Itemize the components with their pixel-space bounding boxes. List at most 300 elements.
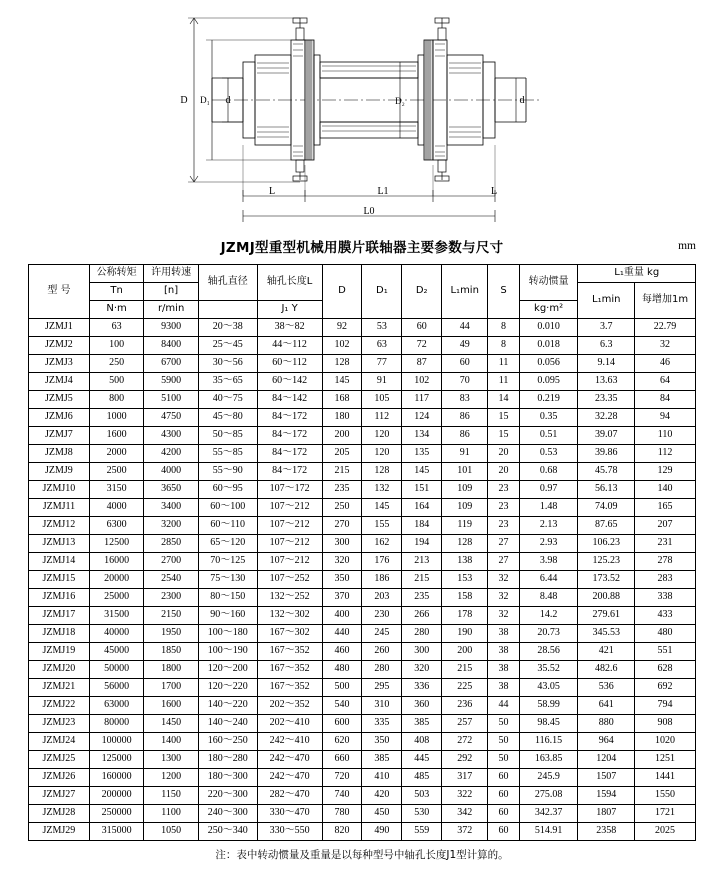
cell-tn: 63000: [89, 697, 144, 715]
th-weight-min: L₁min: [578, 283, 635, 319]
cell-w1: 641: [578, 697, 635, 715]
cell-D1: 410: [362, 769, 402, 787]
dim-label-D: D: [180, 95, 188, 106]
cell-D1: 450: [362, 805, 402, 823]
cell-w2: 551: [635, 643, 696, 661]
cell-D1: 186: [362, 571, 402, 589]
cell-tn: 56000: [89, 679, 144, 697]
cell-J: 116.15: [519, 733, 578, 751]
dim-label-L-right: L: [490, 186, 498, 197]
cell-tn: 250: [89, 355, 144, 373]
cell-w1: 421: [578, 643, 635, 661]
th-D: D: [322, 265, 362, 319]
cell-L1min: 83: [442, 391, 488, 409]
table-row: [29, 535, 696, 553]
cell-d: 55～90: [198, 463, 257, 481]
cell-D: 370: [322, 589, 362, 607]
cell-J: 2.93: [519, 535, 578, 553]
th-bore-len: 轴孔长度L: [257, 265, 322, 301]
cell-tn: 16000: [89, 553, 144, 571]
cell-D2: 530: [402, 805, 442, 823]
cell-S: 38: [488, 679, 519, 697]
cell-D2: 164: [402, 499, 442, 517]
cell-w2: 692: [635, 679, 696, 697]
cell-d: 160～250: [198, 733, 257, 751]
cell-D: 200: [322, 427, 362, 445]
cell-L1min: 101: [442, 463, 488, 481]
cell-J: 14.2: [519, 607, 578, 625]
cell-L1min: 322: [442, 787, 488, 805]
cell-n: 1400: [144, 733, 199, 751]
cell-l: 202～410: [257, 715, 322, 733]
dim-label-L0: L0: [363, 206, 375, 217]
cell-L1min: 158: [442, 589, 488, 607]
cell-D2: 184: [402, 517, 442, 535]
cell-D1: 128: [362, 463, 402, 481]
cell-model: JZMJ16: [29, 589, 90, 607]
cell-tn: 500: [89, 373, 144, 391]
cell-L1min: 119: [442, 517, 488, 535]
cell-D1: 385: [362, 751, 402, 769]
cell-d: 100～190: [198, 643, 257, 661]
cell-w2: 908: [635, 715, 696, 733]
cell-l: 330～550: [257, 823, 322, 841]
cell-J: 35.52: [519, 661, 578, 679]
table-row: [29, 679, 696, 697]
cell-l: 132～252: [257, 589, 322, 607]
cell-d: 30～56: [198, 355, 257, 373]
cell-D2: 117: [402, 391, 442, 409]
cell-J: 342.37: [519, 805, 578, 823]
cell-tn: 2000: [89, 445, 144, 463]
cell-D1: 335: [362, 715, 402, 733]
technical-drawing: [0, 0, 724, 236]
th-inertia-unit: kg·m²: [519, 301, 578, 319]
cell-model: JZMJ21: [29, 679, 90, 697]
table-body: [29, 319, 696, 841]
cell-D2: 385: [402, 715, 442, 733]
cell-S: 38: [488, 643, 519, 661]
cell-w2: 165: [635, 499, 696, 517]
cell-l: 202～352: [257, 697, 322, 715]
cell-D2: 503: [402, 787, 442, 805]
cell-D1: 155: [362, 517, 402, 535]
cell-w2: 433: [635, 607, 696, 625]
cell-w1: 39.86: [578, 445, 635, 463]
th-weight-add: 每增加1m: [635, 283, 696, 319]
cell-w2: 110: [635, 427, 696, 445]
cell-L1min: 272: [442, 733, 488, 751]
cell-tn: 200000: [89, 787, 144, 805]
cell-w1: 45.78: [578, 463, 635, 481]
table-row: [29, 733, 696, 751]
th-bore-dia: 轴孔直径: [198, 265, 257, 301]
cell-l: 84～142: [257, 391, 322, 409]
cell-d: 65～120: [198, 535, 257, 553]
cell-n: 2850: [144, 535, 199, 553]
cell-D2: 408: [402, 733, 442, 751]
cell-d: 80～150: [198, 589, 257, 607]
cell-model: JZMJ25: [29, 751, 90, 769]
cell-J: 28.56: [519, 643, 578, 661]
cell-L1min: 190: [442, 625, 488, 643]
cell-J: 0.68: [519, 463, 578, 481]
cell-w2: 129: [635, 463, 696, 481]
cell-w1: 125.23: [578, 553, 635, 571]
cell-l: 107～212: [257, 553, 322, 571]
cell-w1: 2358: [578, 823, 635, 841]
th-weight-group: L₁重量 kg: [578, 265, 696, 283]
cell-model: JZMJ8: [29, 445, 90, 463]
cell-n: 3200: [144, 517, 199, 535]
cell-d: 45～80: [198, 409, 257, 427]
cell-model: JZMJ24: [29, 733, 90, 751]
cell-d: 75～130: [198, 571, 257, 589]
table-row: [29, 823, 696, 841]
cell-J: 0.219: [519, 391, 578, 409]
cell-D: 180: [322, 409, 362, 427]
cell-tn: 100: [89, 337, 144, 355]
cell-tn: 100000: [89, 733, 144, 751]
title-row: [0, 236, 724, 264]
cell-model: JZMJ27: [29, 787, 90, 805]
cell-tn: 6300: [89, 517, 144, 535]
cell-l: 242～470: [257, 751, 322, 769]
cell-n: 4750: [144, 409, 199, 427]
cell-D2: 87: [402, 355, 442, 373]
table-row: [29, 589, 696, 607]
cell-l: 107～172: [257, 481, 322, 499]
cell-l: 167～352: [257, 661, 322, 679]
cell-model: JZMJ3: [29, 355, 90, 373]
cell-l: 132～302: [257, 607, 322, 625]
cell-J: 0.056: [519, 355, 578, 373]
cell-w2: 140: [635, 481, 696, 499]
cell-D: 460: [322, 643, 362, 661]
th-speed-sym: [n]: [144, 283, 199, 301]
cell-tn: 40000: [89, 625, 144, 643]
cell-S: 60: [488, 787, 519, 805]
cell-d: 140～220: [198, 697, 257, 715]
cell-J: 0.010: [519, 319, 578, 337]
cell-S: 8: [488, 319, 519, 337]
cell-l: 330～470: [257, 805, 322, 823]
cell-S: 23: [488, 481, 519, 499]
cell-D2: 124: [402, 409, 442, 427]
cell-D: 205: [322, 445, 362, 463]
cell-D2: 134: [402, 427, 442, 445]
cell-n: 1700: [144, 679, 199, 697]
cell-D: 92: [322, 319, 362, 337]
cell-n: 1950: [144, 625, 199, 643]
table-row: [29, 697, 696, 715]
cell-L1min: 215: [442, 661, 488, 679]
cell-J: 245.9: [519, 769, 578, 787]
cell-L1min: 138: [442, 553, 488, 571]
cell-D2: 336: [402, 679, 442, 697]
cell-S: 60: [488, 805, 519, 823]
cell-tn: 1600: [89, 427, 144, 445]
cell-w2: 207: [635, 517, 696, 535]
cell-w2: 1721: [635, 805, 696, 823]
cell-D2: 559: [402, 823, 442, 841]
cell-model: JZMJ11: [29, 499, 90, 517]
dim-label-D1: D₁: [200, 95, 210, 105]
cell-D: 780: [322, 805, 362, 823]
cell-d: 120～220: [198, 679, 257, 697]
cell-D: 400: [322, 607, 362, 625]
cell-D: 350: [322, 571, 362, 589]
cell-n: 3650: [144, 481, 199, 499]
cell-D1: 203: [362, 589, 402, 607]
th-torque-unit: N·m: [89, 301, 144, 319]
th-bore-len-sub: J₁ Y: [257, 301, 322, 319]
cell-D1: 420: [362, 787, 402, 805]
spec-table: [28, 264, 696, 841]
spec-table-wrap: [0, 264, 724, 841]
cell-d: 35～65: [198, 373, 257, 391]
cell-n: 2150: [144, 607, 199, 625]
cell-w1: 1204: [578, 751, 635, 769]
table-row: [29, 553, 696, 571]
cell-J: 0.018: [519, 337, 578, 355]
cell-w1: 536: [578, 679, 635, 697]
cell-D: 250: [322, 499, 362, 517]
cell-w2: 1550: [635, 787, 696, 805]
cell-n: 2700: [144, 553, 199, 571]
cell-L1min: 44: [442, 319, 488, 337]
cell-D: 480: [322, 661, 362, 679]
cell-d: 90～160: [198, 607, 257, 625]
cell-L1min: 60: [442, 355, 488, 373]
cell-n: 9300: [144, 319, 199, 337]
table-row: [29, 571, 696, 589]
cell-w2: 22.79: [635, 319, 696, 337]
table-note: 注：表中转动惯量及重量是以每种型号中轴孔长度J1型计算的。: [215, 849, 509, 861]
cell-D: 540: [322, 697, 362, 715]
cell-w2: 1020: [635, 733, 696, 751]
cell-D: 235: [322, 481, 362, 499]
cell-l: 167～352: [257, 643, 322, 661]
cell-l: 44～112: [257, 337, 322, 355]
cell-w2: 278: [635, 553, 696, 571]
cell-w1: 173.52: [578, 571, 635, 589]
cell-S: 20: [488, 445, 519, 463]
table-row: [29, 787, 696, 805]
cell-D2: 485: [402, 769, 442, 787]
table-header-row-1: [29, 265, 696, 283]
cell-D1: 120: [362, 427, 402, 445]
cell-w1: 345.53: [578, 625, 635, 643]
cell-w1: 200.88: [578, 589, 635, 607]
cell-S: 27: [488, 553, 519, 571]
cell-D: 215: [322, 463, 362, 481]
cell-J: 3.98: [519, 553, 578, 571]
cell-D2: 135: [402, 445, 442, 463]
table-row: [29, 499, 696, 517]
cell-L1min: 257: [442, 715, 488, 733]
cell-D1: 112: [362, 409, 402, 427]
th-inertia: 转动惯量: [519, 265, 578, 301]
table-row: [29, 661, 696, 679]
cell-w2: 32: [635, 337, 696, 355]
cell-d: 250～340: [198, 823, 257, 841]
unit-label: mm: [678, 240, 696, 252]
cell-d: 70～125: [198, 553, 257, 571]
cell-D: 740: [322, 787, 362, 805]
table-row: [29, 517, 696, 535]
cell-l: 84～172: [257, 409, 322, 427]
cell-model: JZMJ4: [29, 373, 90, 391]
th-bore-dia-blank: [198, 301, 257, 319]
cell-J: 43.05: [519, 679, 578, 697]
cell-d: 60～95: [198, 481, 257, 499]
cell-model: JZMJ28: [29, 805, 90, 823]
cell-S: 15: [488, 409, 519, 427]
cell-n: 1850: [144, 643, 199, 661]
cell-w1: 964: [578, 733, 635, 751]
cell-L1min: 178: [442, 607, 488, 625]
cell-l: 242～410: [257, 733, 322, 751]
cell-L1min: 109: [442, 499, 488, 517]
cell-l: 107～212: [257, 499, 322, 517]
cell-w1: 74.09: [578, 499, 635, 517]
cell-S: 11: [488, 355, 519, 373]
cell-tn: 25000: [89, 589, 144, 607]
cell-n: 2540: [144, 571, 199, 589]
cell-d: 25～45: [198, 337, 257, 355]
cell-D2: 360: [402, 697, 442, 715]
cell-S: 11: [488, 373, 519, 391]
cell-J: 0.095: [519, 373, 578, 391]
cell-S: 50: [488, 733, 519, 751]
cell-D: 270: [322, 517, 362, 535]
table-row: [29, 715, 696, 733]
cell-w2: 1251: [635, 751, 696, 769]
cell-S: 38: [488, 661, 519, 679]
cell-J: 0.51: [519, 427, 578, 445]
cell-n: 5900: [144, 373, 199, 391]
cell-J: 1.48: [519, 499, 578, 517]
table-row: [29, 355, 696, 373]
cell-D1: 295: [362, 679, 402, 697]
cell-w2: 1441: [635, 769, 696, 787]
cell-n: 3400: [144, 499, 199, 517]
cell-L1min: 153: [442, 571, 488, 589]
cell-D1: 245: [362, 625, 402, 643]
cell-l: 107～252: [257, 571, 322, 589]
cell-D1: 77: [362, 355, 402, 373]
cell-S: 44: [488, 697, 519, 715]
cell-tn: 63: [89, 319, 144, 337]
cell-n: 1450: [144, 715, 199, 733]
cell-tn: 250000: [89, 805, 144, 823]
cell-D: 128: [322, 355, 362, 373]
th-L1min: L₁min: [442, 265, 488, 319]
cell-L1min: 86: [442, 427, 488, 445]
cell-D1: 280: [362, 661, 402, 679]
cell-model: JZMJ19: [29, 643, 90, 661]
cell-D1: 260: [362, 643, 402, 661]
cell-n: 1100: [144, 805, 199, 823]
cell-model: JZMJ13: [29, 535, 90, 553]
cell-d: 180～280: [198, 751, 257, 769]
cell-d: 220～300: [198, 787, 257, 805]
cell-D2: 194: [402, 535, 442, 553]
cell-J: 0.97: [519, 481, 578, 499]
table-row: [29, 373, 696, 391]
cell-tn: 80000: [89, 715, 144, 733]
cell-D: 500: [322, 679, 362, 697]
cell-l: 84～172: [257, 427, 322, 445]
cell-w2: 283: [635, 571, 696, 589]
cell-l: 167～352: [257, 679, 322, 697]
cell-S: 14: [488, 391, 519, 409]
cell-model: JZMJ10: [29, 481, 90, 499]
cell-D1: 63: [362, 337, 402, 355]
cell-n: 1600: [144, 697, 199, 715]
cell-l: 107～212: [257, 517, 322, 535]
cell-D1: 132: [362, 481, 402, 499]
cell-w2: 84: [635, 391, 696, 409]
cell-L1min: 200: [442, 643, 488, 661]
cell-tn: 12500: [89, 535, 144, 553]
cell-w1: 9.14: [578, 355, 635, 373]
cell-l: 60～142: [257, 373, 322, 391]
cell-tn: 160000: [89, 769, 144, 787]
cell-n: 1800: [144, 661, 199, 679]
cell-d: 240～300: [198, 805, 257, 823]
cell-L1min: 91: [442, 445, 488, 463]
cell-w2: 46: [635, 355, 696, 373]
cell-n: 6700: [144, 355, 199, 373]
cell-l: 107～212: [257, 535, 322, 553]
cell-J: 20.73: [519, 625, 578, 643]
cell-tn: 3150: [89, 481, 144, 499]
cell-D2: 72: [402, 337, 442, 355]
th-model: 型 号: [29, 265, 90, 319]
cell-model: JZMJ17: [29, 607, 90, 625]
cell-model: JZMJ2: [29, 337, 90, 355]
cell-J: 98.45: [519, 715, 578, 733]
cell-w1: 32.28: [578, 409, 635, 427]
dim-label-L1: L1: [377, 186, 389, 197]
cell-D1: 230: [362, 607, 402, 625]
cell-D2: 320: [402, 661, 442, 679]
cell-tn: 125000: [89, 751, 144, 769]
cell-L1min: 109: [442, 481, 488, 499]
cell-D2: 266: [402, 607, 442, 625]
cell-w1: 1807: [578, 805, 635, 823]
cell-D: 820: [322, 823, 362, 841]
cell-d: 140～240: [198, 715, 257, 733]
cell-tn: 800: [89, 391, 144, 409]
dim-label-L-left: L: [268, 186, 276, 197]
cell-L1min: 236: [442, 697, 488, 715]
th-D1: D₁: [362, 265, 402, 319]
th-speed: 许用转速: [144, 265, 199, 283]
cell-model: JZMJ7: [29, 427, 90, 445]
cell-l: 282～470: [257, 787, 322, 805]
cell-w1: 39.07: [578, 427, 635, 445]
cell-S: 32: [488, 589, 519, 607]
cell-l: 60～112: [257, 355, 322, 373]
cell-model: JZMJ14: [29, 553, 90, 571]
cell-w2: 794: [635, 697, 696, 715]
cell-J: 163.85: [519, 751, 578, 769]
cell-D: 320: [322, 553, 362, 571]
cell-D2: 280: [402, 625, 442, 643]
